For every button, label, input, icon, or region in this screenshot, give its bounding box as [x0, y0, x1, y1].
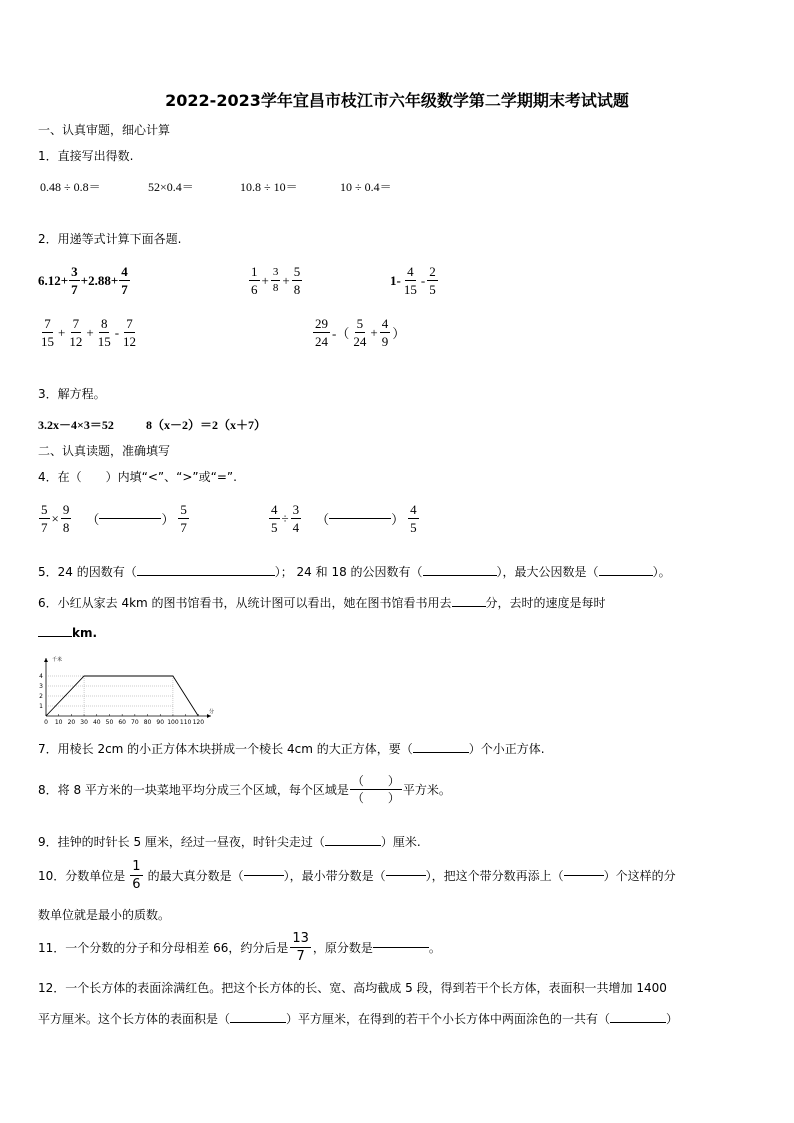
x-tick-label: 100: [167, 719, 179, 726]
answer-blank[interactable]: [413, 752, 469, 753]
question-10-line-2: 数单位就是最小的质数。: [38, 908, 171, 922]
section-heading-2: 二、认真读题，准确填写: [38, 444, 171, 458]
question-2-label: 2．用递等式计算下面各题.: [38, 232, 182, 246]
expr-text: 6.12+: [38, 272, 69, 288]
question-12-line-2: 平方厘米。这个长方体的表面积是（ ）平方厘米，在得到的若干个小长方体中两面涂色的一共有（ ）: [38, 1012, 679, 1026]
answer-blank[interactable]: [38, 636, 72, 637]
fraction: $\frac{7}{15}$: [41, 316, 54, 349]
fraction: $\frac{2}{5}$: [429, 264, 436, 297]
q3-equation-1: 3.2x－4×3＝52: [38, 418, 114, 432]
x-tick-label: 70: [131, 719, 139, 726]
q2-expression-4: $\frac{7}{15}$ + $\frac{7}{12}$ + $\frac{8}{15}$ - $\frac{7}{12}$: [41, 316, 137, 349]
fraction: $\frac{4}{7}$: [121, 264, 128, 297]
question-8: 8．将 8 平方米的一块菜地平均分成三个区域，每个区域是 $\frac{( )}{( )}$ 平方米。: [38, 774, 451, 805]
x-tick-label: 120: [192, 719, 205, 726]
q1-item-3: 10.8 ÷ 10＝: [240, 180, 298, 194]
y-tick-label: 1: [39, 703, 43, 710]
x-tick-label: 10: [54, 719, 63, 726]
answer-blank[interactable]: [373, 947, 429, 948]
answer-blank[interactable]: [452, 606, 486, 607]
x-tick-label: 40: [92, 719, 101, 726]
fraction-blank[interactable]: $\frac{( )}{( )}$: [351, 774, 400, 805]
fraction: $\frac{4}{15}$: [403, 264, 417, 297]
x-tick-label: 90: [156, 719, 165, 726]
q4-comparison-2: $\frac{4}{5}$ ÷ $\frac{3}{4}$ （ ） $\frac{4}{5}$: [271, 502, 417, 535]
question-9: 9．挂钟的时针长 5 厘米，经过一昼夜，时针尖走过（ ）厘米.: [38, 835, 421, 849]
page-title: 2022-2023学年宜昌市枝江市六年级数学第二学期期末考试试题: [165, 91, 629, 110]
q1-item-4: 10 ÷ 0.4＝: [340, 180, 392, 194]
answer-blank[interactable]: [137, 575, 275, 576]
q2-expression-5: $\frac{29}{24}$ -（ $\frac{5}{24}$ + $\frac{4}{9}$ ）: [315, 316, 406, 349]
q4-comparison-1: $\frac{5}{7}$ × $\frac{9}{8}$ （ ） $\frac{5}{7}$: [41, 502, 187, 535]
fraction: $\frac{29}{24}$: [315, 316, 328, 349]
y-axis-arrow: [44, 658, 48, 662]
x-tick-label: 0: [44, 719, 48, 726]
fraction: $\frac{8}{15}$: [97, 316, 111, 349]
question-6-line-2: km.: [38, 626, 97, 640]
fraction: $\frac{3}{8}$: [272, 266, 279, 294]
fraction: $\frac{9}{8}$: [62, 502, 70, 535]
fraction: $\frac{3}{4}$: [292, 502, 300, 535]
q2-expression-3: 1- $\frac{4}{15}$ - $\frac{2}{5}$: [390, 264, 436, 297]
fraction: $\frac{13}{7}$: [292, 931, 309, 964]
y-tick-label: 3: [39, 683, 43, 690]
x-tick-label: 30: [80, 719, 88, 726]
x-axis-label: 分: [209, 709, 215, 715]
answer-blank[interactable]: [564, 875, 604, 876]
y-axis-label: 千米: [52, 657, 63, 663]
answer-blank[interactable]: [99, 518, 161, 519]
fraction: $\frac{7}{12}$: [123, 316, 137, 349]
question-12-line-1: 12．一个长方体的表面涂满红色。把这个长方体的长、宽、高均截成 5 段，得到若干个长方体，表面积一共增加 1400: [38, 981, 667, 995]
x-tick-label: 20: [67, 719, 76, 726]
q2-expression-1: [38, 265, 131, 296]
fraction: $\frac{5}{7}$: [41, 502, 48, 535]
answer-blank[interactable]: [329, 518, 391, 519]
fraction: $\frac{1}{6}$: [251, 264, 258, 297]
q1-item-1: 0.48 ÷ 0.8＝: [40, 180, 101, 194]
answer-blank[interactable]: [325, 845, 381, 846]
fraction: $\frac{5}{7}$: [180, 502, 187, 535]
distance-time-graph: [34, 654, 224, 728]
x-tick-label: 50: [105, 719, 114, 726]
fraction: $\frac{1}{6}$: [132, 859, 141, 892]
answer-blank[interactable]: [423, 575, 497, 576]
fraction: $\frac{4}{9}$: [381, 316, 389, 349]
y-tick-label: 4: [39, 673, 43, 680]
fraction: $\frac{3}{7}$: [71, 264, 78, 297]
answer-blank[interactable]: [386, 875, 426, 876]
question-4-label: 4．在（ ）内填“<”、“>”或“=”.: [38, 470, 237, 484]
question-10-line-1: 10．分数单位是 $\frac{1}{6}$ 的最大真分数是（ ），最小带分数是（ ），把这个带分数再添上（ ）个这样的分: [38, 859, 676, 892]
fraction: $\frac{5}{24}$: [353, 316, 367, 349]
question-1-label: 1．直接写出得数.: [38, 149, 134, 163]
expr-text: +2.88+: [80, 272, 119, 288]
question-7: 7．用棱长 2cm 的小正方体木块拼成一个棱长 4cm 的大正方体，要（ ）个小正方体.: [38, 742, 545, 756]
answer-blank[interactable]: [610, 1022, 666, 1023]
fraction: $\frac{4}{5}$: [410, 502, 417, 535]
question-6-line-1: 6．小红从家去 4km 的图书馆看书，从统计图可以看出，她在图书馆看书用去 分，去时的速度是每时: [38, 596, 606, 610]
x-tick-label: 80: [143, 719, 152, 726]
x-tick-label: 60: [118, 719, 126, 726]
fraction: $\frac{7}{12}$: [69, 316, 83, 349]
question-11: 11．一个分数的分子和分母相差 66，约分后是 $\frac{13}{7}$ ，原分数是 。: [38, 931, 441, 964]
fraction: $\frac{5}{8}$: [293, 264, 301, 297]
q3-equation-2: 8（x－2）＝2（x＋7）: [146, 418, 267, 432]
q2-expression-2: $\frac{1}{6}$ + $\frac{3}{8}$ + $\frac{5}{8}$: [251, 264, 301, 297]
q1-item-2: 52×0.4＝: [148, 180, 194, 194]
x-tick-label: 110: [179, 719, 192, 726]
answer-blank[interactable]: [230, 1022, 286, 1023]
question-5: 5．24 的因数有（ ）； 24 和 18 的公因数有（ ），最大公因数是（ ）。: [38, 565, 671, 579]
section-heading-1: 一、认真审题，细心计算: [38, 123, 171, 137]
answer-blank[interactable]: [244, 875, 284, 876]
fraction: $\frac{4}{5}$: [271, 502, 278, 535]
y-tick-label: 2: [39, 693, 43, 700]
question-3-label: 3．解方程。: [38, 387, 106, 401]
answer-blank[interactable]: [599, 575, 653, 576]
